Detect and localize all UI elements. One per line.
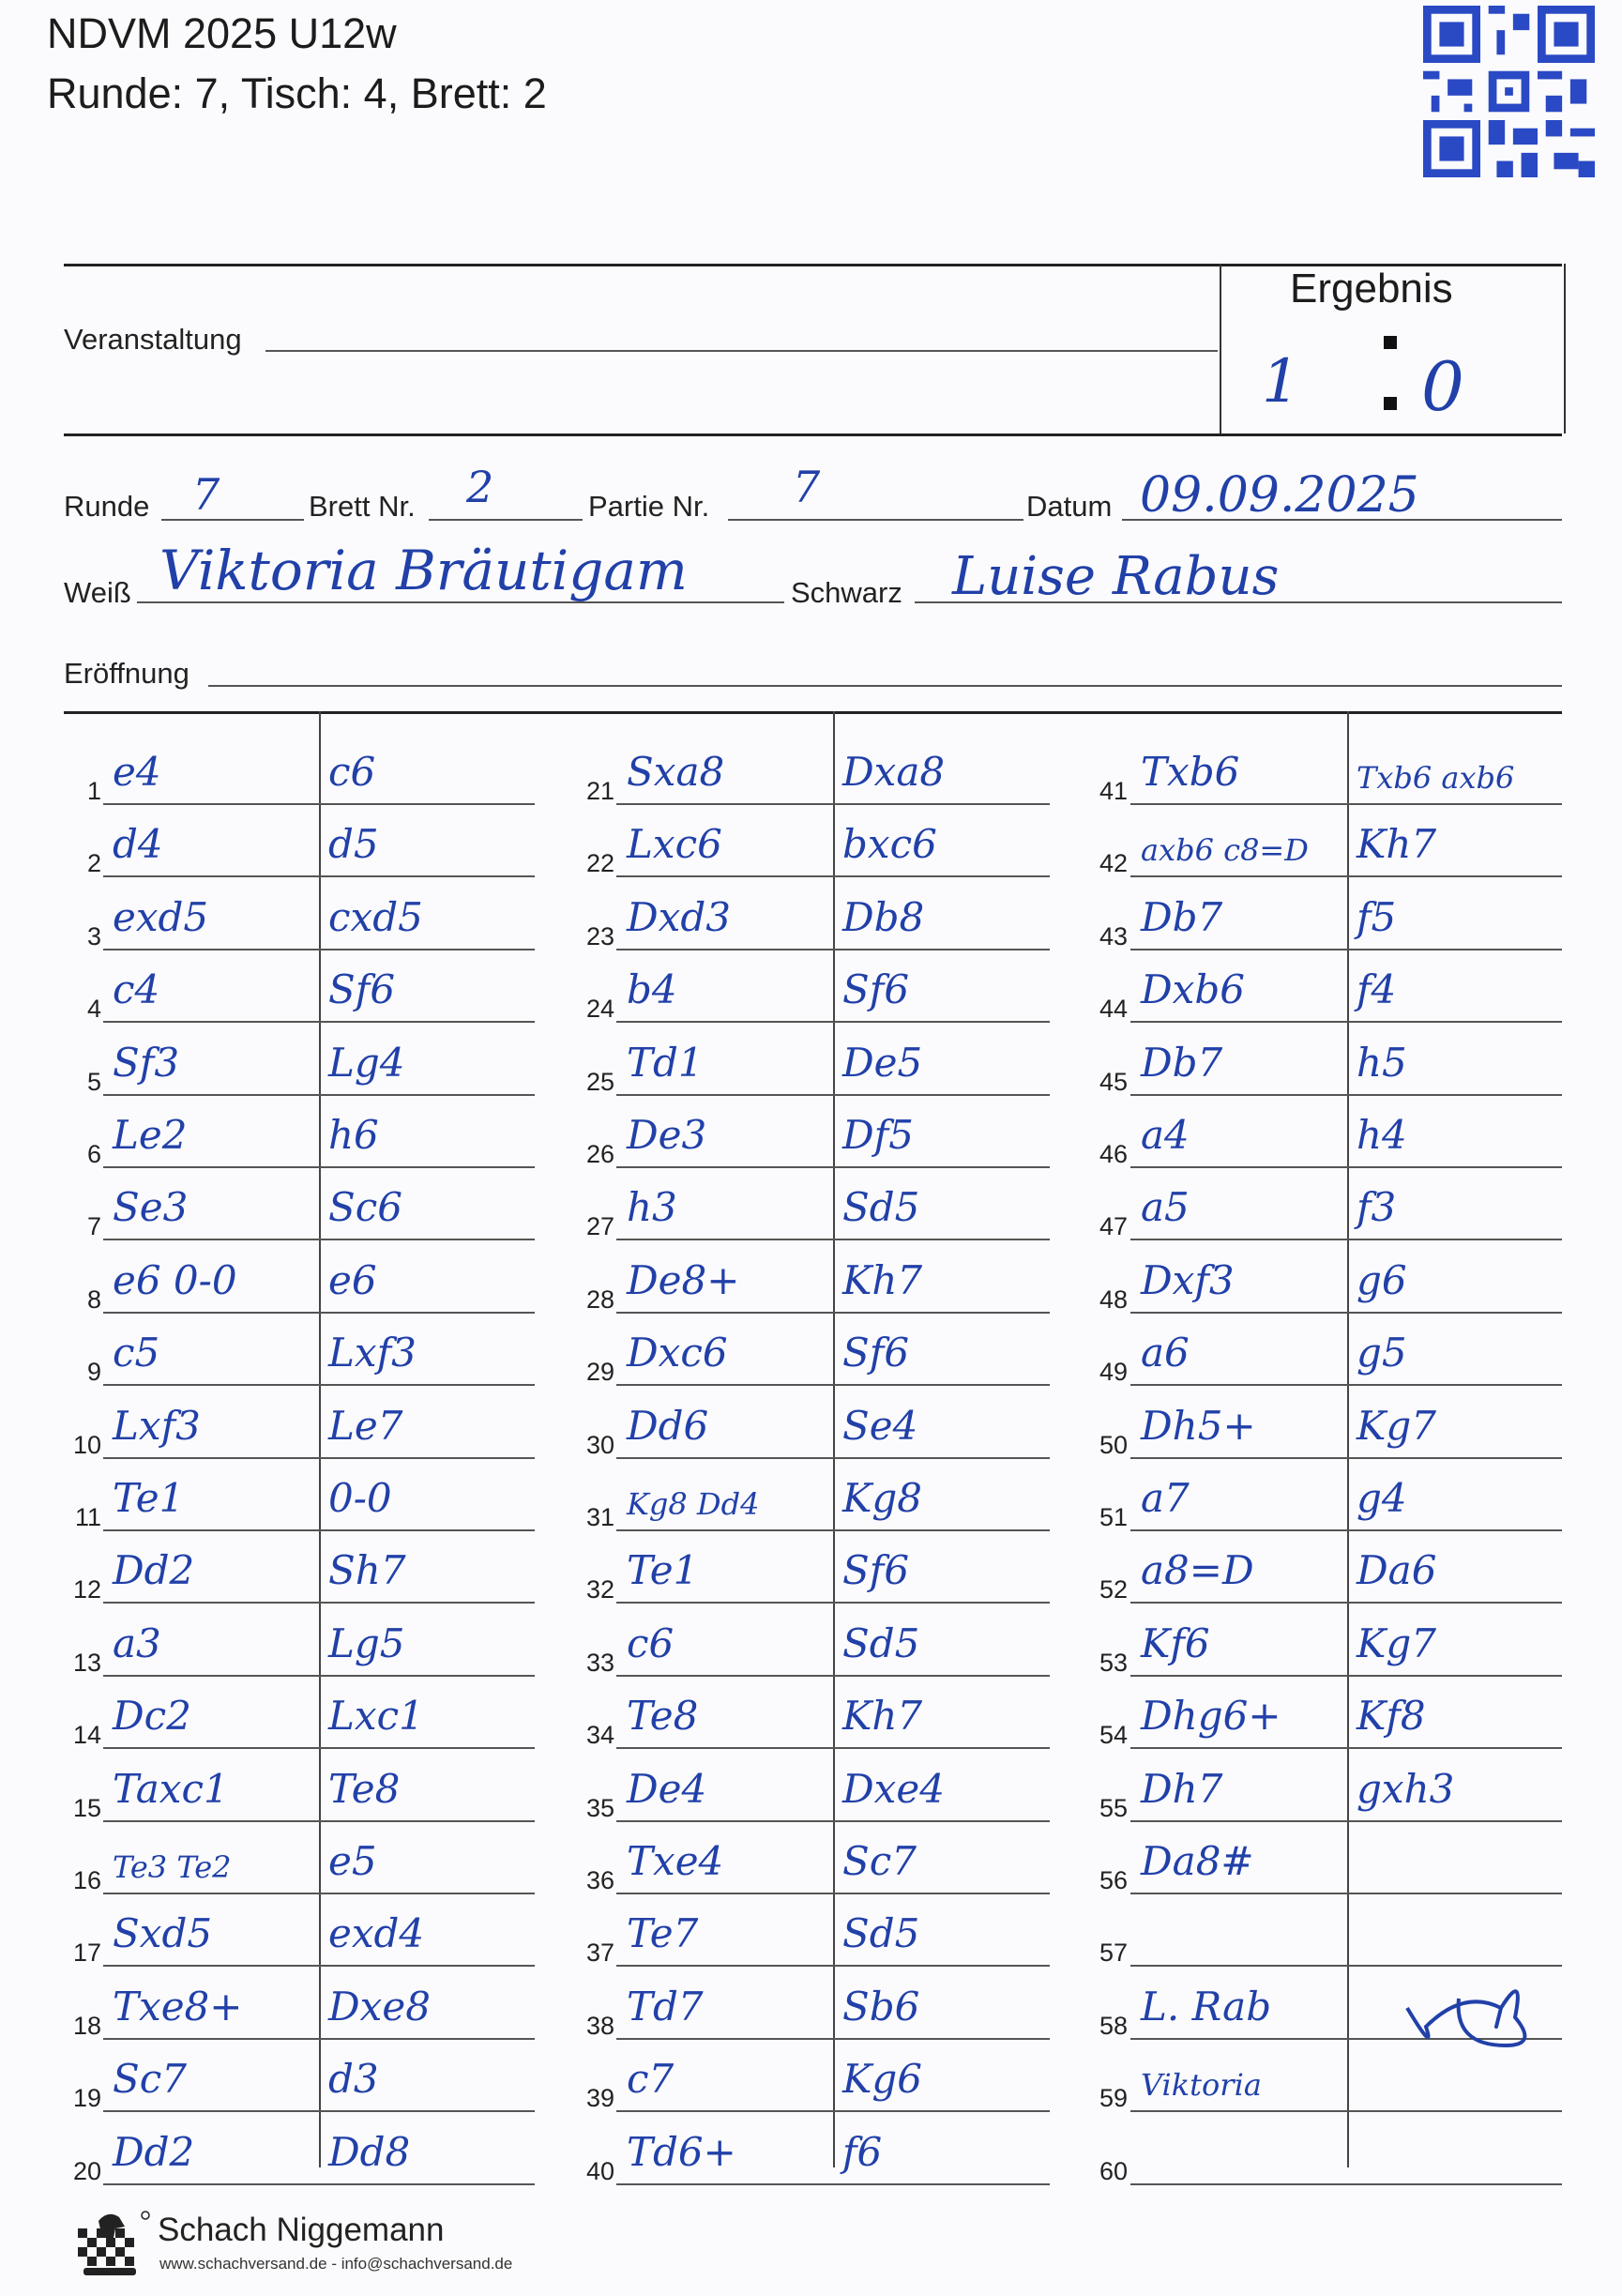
move-number: 29 — [585, 1358, 614, 1387]
move-number: 19 — [72, 2084, 101, 2113]
black-move[interactable]: 0-0 — [328, 1475, 392, 1521]
black-move[interactable]: Kg7 — [1357, 1619, 1436, 1666]
black-move[interactable]: Sc7 — [842, 1838, 917, 1884]
white-move[interactable]: Txe8+ — [113, 1983, 243, 2030]
game-value[interactable]: 7 — [793, 462, 821, 512]
white-move[interactable]: c4 — [113, 966, 160, 1013]
move-number: 17 — [72, 1939, 101, 1968]
white-move[interactable]: d4 — [113, 821, 163, 868]
black-move[interactable]: De5 — [842, 1039, 923, 1086]
black-move[interactable]: e5 — [328, 1838, 377, 1884]
white-move[interactable]: axb6 c8=D — [1141, 832, 1309, 869]
white-move[interactable]: Dxf3 — [1141, 1256, 1235, 1303]
move-number: 3 — [86, 921, 101, 950]
white-move[interactable]: Taxc1 — [113, 1765, 229, 1812]
date-label: Datum — [1026, 490, 1113, 523]
move-number: 37 — [585, 1939, 614, 1968]
black-move[interactable]: bxc6 — [842, 821, 937, 868]
move-number: 6 — [86, 1140, 101, 1168]
black-player-name[interactable]: Luise Rabus — [952, 546, 1280, 607]
black-move[interactable]: d3 — [328, 2056, 379, 2103]
black-move[interactable]: h6 — [328, 1112, 379, 1158]
white-move[interactable]: Dxd3 — [627, 893, 731, 940]
black-move[interactable]: Sh7 — [328, 1547, 406, 1594]
move-number: 26 — [585, 1140, 614, 1168]
move-number: 31 — [585, 1503, 614, 1531]
move-number: 7 — [86, 1212, 101, 1241]
move-number: 38 — [585, 2011, 614, 2040]
black-move[interactable]: Lg5 — [328, 1619, 405, 1666]
move-number: 51 — [1099, 1503, 1128, 1531]
black-move[interactable]: Dxe4 — [842, 1765, 945, 1812]
move-number: 57 — [1099, 1939, 1128, 1968]
move-number: 13 — [72, 1648, 101, 1677]
move-number: 41 — [1099, 777, 1128, 805]
result-black[interactable]: 0 — [1421, 347, 1464, 426]
move-number: 2 — [86, 849, 101, 878]
move-number: 34 — [585, 1721, 614, 1750]
white-move[interactable]: Viktoria — [1141, 2067, 1262, 2104]
black-move[interactable]: Txb6 axb6 — [1357, 760, 1515, 796]
black-move[interactable]: e6 — [328, 1256, 377, 1303]
move-number: 48 — [1099, 1285, 1128, 1314]
white-player-name[interactable]: Viktoria Bräutigam — [159, 539, 688, 602]
black-move[interactable]: d5 — [328, 821, 379, 868]
move-number: 53 — [1099, 1648, 1128, 1677]
move-number: 32 — [585, 1575, 614, 1604]
move-number: 40 — [585, 2156, 614, 2185]
white-move[interactable]: Sxa8 — [627, 749, 725, 795]
white-move[interactable]: Te1 — [627, 1547, 699, 1594]
white-move[interactable]: Lxf3 — [113, 1402, 201, 1449]
round-label: Runde — [64, 490, 150, 523]
white-move[interactable]: e6 0-0 — [113, 1256, 237, 1303]
black-move[interactable]: Kf8 — [1357, 1693, 1426, 1740]
move-number: 21 — [585, 777, 614, 805]
game-label: Partie Nr. — [588, 490, 710, 523]
opening-label: Eröffnung — [64, 657, 189, 690]
move-number: 33 — [585, 1648, 614, 1677]
black-move[interactable]: Dd8 — [328, 2128, 411, 2175]
white-move[interactable]: Sc7 — [113, 2056, 188, 2103]
black-move[interactable]: Dxa8 — [842, 749, 946, 795]
footer-brand: Schach Niggemann — [158, 2212, 445, 2248]
move-number: 18 — [72, 2011, 101, 2040]
white-move[interactable]: e4 — [113, 749, 161, 795]
move-number: 25 — [585, 1067, 614, 1096]
move-number: 39 — [585, 2084, 614, 2113]
black-move[interactable]: Sd5 — [842, 1184, 920, 1231]
chess-knight-logo-icon — [70, 2210, 153, 2285]
white-move[interactable]: Td1 — [627, 1039, 704, 1086]
move-number: 11 — [74, 1503, 101, 1531]
white-move[interactable]: Td6+ — [627, 2128, 736, 2175]
move-number: 42 — [1099, 849, 1128, 878]
move-number: 16 — [72, 1866, 101, 1894]
white-move[interactable]: Dxc6 — [627, 1330, 728, 1376]
black-move[interactable]: Sf6 — [842, 1547, 910, 1594]
move-number: 43 — [1099, 921, 1128, 950]
move-number: 36 — [585, 1866, 614, 1894]
white-move[interactable]: Dh5+ — [1141, 1402, 1256, 1449]
black-move[interactable]: Le7 — [328, 1402, 403, 1449]
header-title: NDVM 2025 U12w — [47, 9, 397, 57]
result-label: Ergebnis — [1290, 266, 1453, 312]
white-move[interactable]: Dhg6+ — [1141, 1693, 1281, 1740]
move-number: 50 — [1099, 1430, 1128, 1459]
white-move[interactable]: c6 — [627, 1619, 675, 1666]
white-move[interactable]: Se3 — [113, 1184, 189, 1231]
black-move[interactable]: Sf6 — [842, 966, 910, 1013]
black-move[interactable]: Kh7 — [1357, 821, 1437, 868]
black-move[interactable]: f6 — [842, 2128, 883, 2175]
black-label: Schwarz — [791, 576, 902, 609]
black-move[interactable]: gxh3 — [1357, 1765, 1455, 1812]
white-move[interactable]: c5 — [113, 1330, 160, 1376]
move-number: 8 — [86, 1285, 101, 1314]
move-number: 44 — [1099, 995, 1128, 1024]
white-move[interactable]: Le2 — [113, 1112, 188, 1158]
white-move[interactable]: Kf6 — [1141, 1619, 1210, 1666]
black-move[interactable]: cxd5 — [328, 893, 423, 940]
black-move[interactable]: Sf6 — [842, 1330, 910, 1376]
black-move[interactable]: Kg7 — [1357, 1402, 1436, 1449]
black-move[interactable]: h5 — [1357, 1039, 1407, 1086]
round-value[interactable]: 7 — [192, 469, 220, 520]
black-move[interactable]: Dxe8 — [328, 1983, 431, 2030]
white-move[interactable]: Dd6 — [627, 1402, 709, 1449]
black-move[interactable]: Df5 — [842, 1112, 914, 1158]
move-number: 47 — [1099, 1212, 1128, 1241]
black-move[interactable]: Se4 — [842, 1402, 918, 1449]
move-number: 56 — [1099, 1866, 1128, 1894]
white-move[interactable]: a3 — [113, 1619, 161, 1666]
white-move[interactable]: L. Rab — [1141, 1983, 1272, 2030]
move-number: 15 — [72, 1793, 101, 1822]
move-number: 46 — [1099, 1140, 1128, 1168]
move-number: 59 — [1099, 2084, 1128, 2113]
black-move[interactable]: Lxc1 — [328, 1693, 424, 1740]
move-number: 60 — [1099, 2156, 1128, 2185]
white-move[interactable]: De8+ — [627, 1256, 740, 1303]
white-move[interactable]: De4 — [627, 1765, 707, 1812]
white-move[interactable]: Db7 — [1141, 893, 1223, 940]
white-move[interactable]: Td7 — [627, 1983, 704, 2030]
move-number: 58 — [1099, 2011, 1128, 2040]
white-move[interactable]: Te8 — [627, 1693, 699, 1740]
black-move[interactable]: Sd5 — [842, 1910, 920, 1957]
move-number: 9 — [86, 1358, 101, 1387]
white-move[interactable]: Txe4 — [627, 1838, 724, 1884]
move-number: 14 — [72, 1721, 101, 1750]
white-move[interactable]: a4 — [1141, 1112, 1190, 1158]
event-label: Veranstaltung — [64, 323, 242, 356]
black-move[interactable]: f3 — [1357, 1184, 1397, 1231]
move-number: 28 — [585, 1285, 614, 1314]
white-move[interactable]: Te1 — [113, 1475, 185, 1521]
white-move[interactable]: a6 — [1141, 1330, 1190, 1376]
white-move[interactable]: Sf3 — [113, 1039, 180, 1086]
white-move[interactable]: a8=D — [1141, 1547, 1254, 1594]
white-move[interactable]: h3 — [627, 1184, 677, 1231]
black-move[interactable]: Sc6 — [328, 1184, 403, 1231]
black-move[interactable]: Sb6 — [842, 1983, 920, 2030]
black-move[interactable]: Sf6 — [328, 966, 396, 1013]
white-move[interactable]: Te7 — [627, 1910, 699, 1957]
date-value[interactable]: 09.09.2025 — [1140, 467, 1419, 524]
move-number: 5 — [86, 1067, 101, 1096]
white-move[interactable]: Lxc6 — [627, 821, 722, 868]
move-number: 52 — [1099, 1575, 1128, 1604]
white-move[interactable]: De3 — [627, 1112, 707, 1158]
result-white[interactable]: 1 — [1262, 347, 1300, 417]
black-move[interactable]: Kg8 — [842, 1475, 922, 1521]
board-value[interactable]: 2 — [466, 462, 494, 512]
move-number: 55 — [1099, 1793, 1128, 1822]
move-number: 24 — [585, 995, 614, 1024]
black-move[interactable]: Kh7 — [842, 1256, 923, 1303]
black-move[interactable]: Kg6 — [842, 2056, 922, 2103]
black-move[interactable]: g5 — [1357, 1330, 1407, 1376]
move-number: 35 — [585, 1793, 614, 1822]
white-move[interactable]: Db7 — [1141, 1039, 1223, 1086]
black-move[interactable]: Lxf3 — [328, 1330, 417, 1376]
white-move[interactable]: c7 — [627, 2056, 675, 2103]
white-move[interactable]: Dd2 — [113, 1547, 195, 1594]
black-move[interactable]: exd4 — [328, 1910, 425, 1957]
black-move[interactable]: Te8 — [328, 1765, 401, 1812]
white-move[interactable]: Dxb6 — [1141, 966, 1245, 1013]
black-move[interactable]: g4 — [1357, 1475, 1407, 1521]
board-label: Brett Nr. — [309, 490, 416, 523]
move-number: 22 — [585, 849, 614, 878]
white-move[interactable]: a7 — [1141, 1475, 1190, 1521]
black-move[interactable]: Kh7 — [842, 1693, 923, 1740]
white-move[interactable]: Kg8 Dd4 — [627, 1486, 760, 1522]
footer-contact[interactable]: www.schachversand.de - info@schachversand.de — [159, 2255, 513, 2273]
white-move[interactable]: b4 — [627, 966, 677, 1013]
move-number: 54 — [1099, 1721, 1128, 1750]
white-move[interactable]: Da8# — [1141, 1838, 1254, 1884]
black-move[interactable]: h4 — [1357, 1112, 1407, 1158]
white-move[interactable]: Sxd5 — [113, 1910, 213, 1957]
black-move[interactable]: f5 — [1357, 893, 1397, 940]
black-move[interactable]: c6 — [328, 749, 376, 795]
white-move[interactable]: Txb6 — [1141, 749, 1240, 795]
black-move[interactable]: Da6 — [1357, 1547, 1437, 1594]
move-number: 30 — [585, 1430, 614, 1459]
black-move[interactable]: Sd5 — [842, 1619, 920, 1666]
move-number: 4 — [86, 995, 101, 1024]
header-subtitle: Runde: 7, Tisch: 4, Brett: 2 — [47, 69, 547, 117]
white-move[interactable]: Dh7 — [1141, 1765, 1223, 1812]
move-number: 45 — [1099, 1067, 1128, 1096]
white-move[interactable]: Te3 Te2 — [113, 1849, 232, 1885]
black-move[interactable]: g6 — [1357, 1256, 1407, 1303]
move-number: 49 — [1099, 1358, 1128, 1387]
move-number: 27 — [585, 1212, 614, 1241]
move-number: 12 — [72, 1575, 101, 1604]
white-move[interactable]: exd5 — [113, 893, 209, 940]
white-label: Weiß — [64, 576, 131, 609]
move-number: 20 — [72, 2156, 101, 2185]
move-number: 10 — [72, 1430, 101, 1459]
move-number: 23 — [585, 921, 614, 950]
move-number: 1 — [86, 777, 101, 805]
white-move[interactable]: Dc2 — [113, 1693, 191, 1740]
white-move[interactable]: Dd2 — [113, 2128, 195, 2175]
black-move[interactable]: f4 — [1357, 966, 1397, 1013]
black-move[interactable]: Lg4 — [328, 1039, 405, 1086]
black-move[interactable]: Db8 — [842, 893, 925, 940]
white-move[interactable]: a5 — [1141, 1184, 1190, 1231]
